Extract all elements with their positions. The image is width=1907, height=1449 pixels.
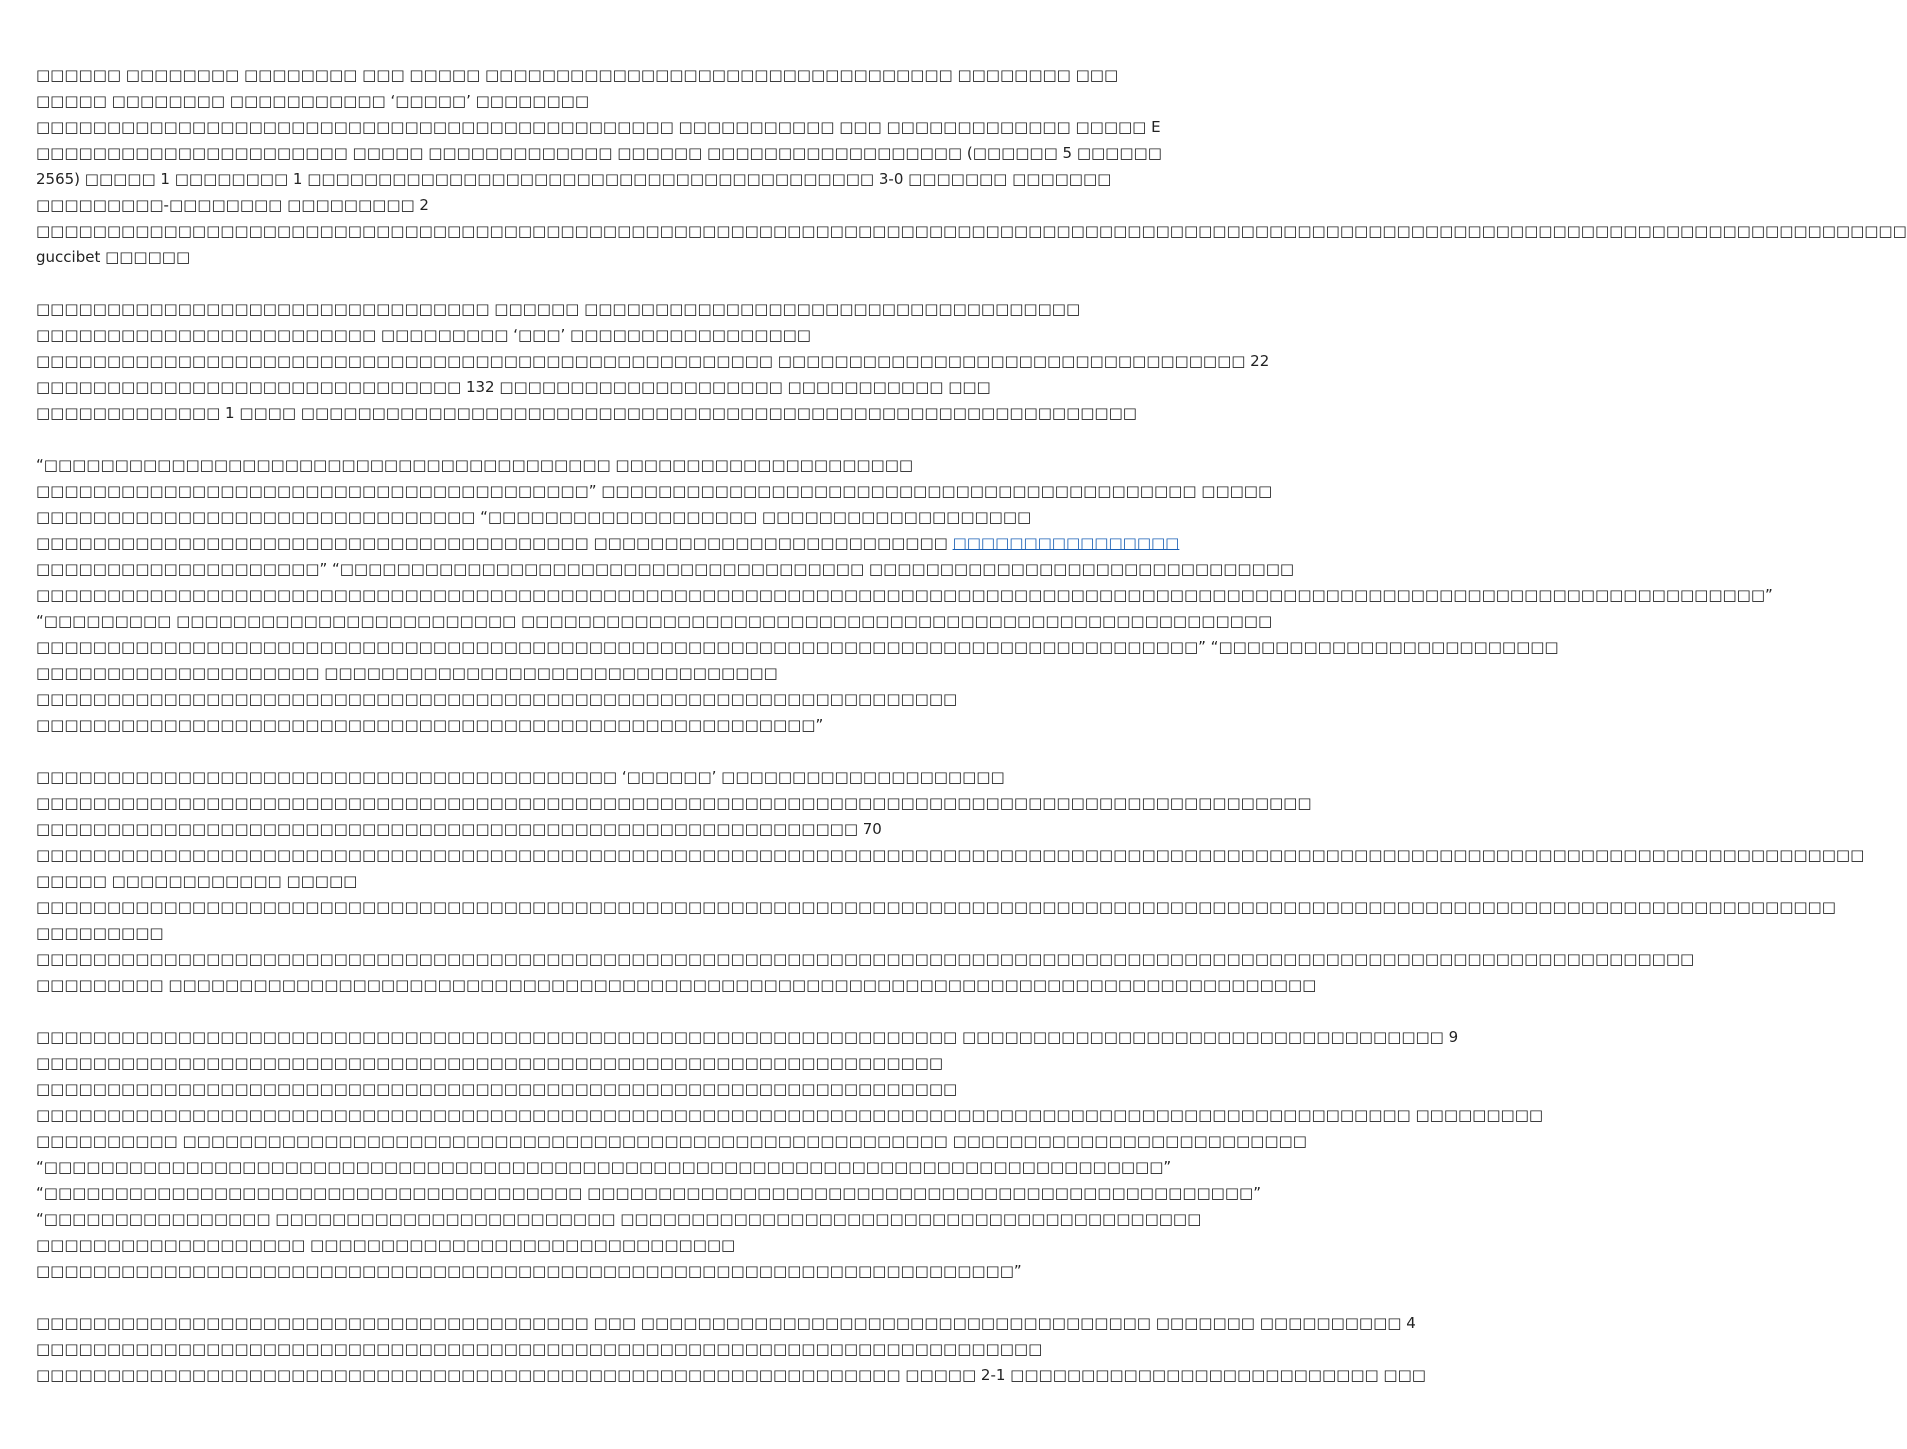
text-line: □□□□□□□□□□□□□□□□□□□□□□ □□□□□ □□□□□□□□□□□□□ □□□□□□ □□□□□□□□□□□□□□□□□□ (□□□□□□ 5 □□□□□□ — [36, 144, 1162, 162]
article-paragraph — [36, 62, 1907, 270]
text-line: □□□□□□□□□□□□□□□□□□□□□□□□□□□□□□□□ □□□□□□ □□□□□□□□□□□□□□□□□□□□□□□□□□□□□□□□□□□ — [36, 300, 1081, 318]
text-line: “□□□□□□□□□□□□□□□□□□□□□□□□□□□□□□□□□□□□□□□□ □□□□□□□□□□□□□□□□□□□□□ — [36, 456, 914, 474]
text-line: □□□□□□□□□□□□□□□□□□□ □□□□□□□□□□□□□□□□□□□□□□□□□□□□□□ — [36, 1236, 736, 1254]
text-line: □□□□□□□□□□□□□□□□□□□□□□□□□□□□□□□□□□□□□□□□□□□□□□□□□□□□□□□□□□□□□□□□□□□□□” — [36, 1262, 1022, 1280]
text-line: □□□□□□□□□□□□□□□□□□□□□□□□□□□□□□□ “□□□□□□□□□□□□□□□□□□□ □□□□□□□□□□□□□□□□□□□ — [36, 508, 1032, 526]
text-line: □□□□□□ □□□□□□□□ □□□□□□□□ □□□ □□□□□ □□□□□□□□□□□□□□□□□□□□□□□□□□□□□□□□□ □□□□□□□□ □□□ — [36, 66, 1119, 84]
inline-link[interactable]: □□□□□□□□□□□□□□□□ — [952, 534, 1180, 552]
text-line: □□□□□□□□□□□□□□□□□□□□□□□□□□□□□□□□□□□□□□□□□□□□□□□□□□□□□□□□□□□□□□□□□□□□□□□□□□□□□□□□□□□□□□□□□□□□□□□□□□□□□□□□□□□□□□□□□□□□□□□□□□□□□□□□□ — [36, 846, 1865, 864]
text-line: “□□□□□□□□□ □□□□□□□□□□□□□□□□□□□□□□□□ □□□□□□□□□□□□□□□□□□□□□□□□□□□□□□□□□□□□□□□□□□□□□□□□□□□□□ — [36, 612, 1273, 630]
text-line: □□□□□□□□□□□□□□□□□□□□□□□□□□□□□□□□□□□□□□□□□□□□□ □□□□□□□□□□□ □□□ □□□□□□□□□□□□□ □□□□□ E — [36, 118, 1161, 136]
text-line: □□□□□□□□□□□□□□□□□□□□□□□□□□□□□□□□□□□□□□□□□□□□□□□□□□□□□□□” — [36, 716, 824, 734]
article-paragraph — [36, 452, 1773, 738]
text-line: □□□□□□□□□□□□□□□□□□□□□□□□□□□□□□□□□□□□□□□□□□□□□□□□□□□□□□□□□□□□□□□□□□□□□□□□□□□□□□□□□□□□□□□□□□□□□□□□□□□□□□□□□□□□□□□□□□□□□□□□□□□□□□□ — [36, 898, 1836, 916]
text-line: guccibet □□□□□□ — [36, 248, 191, 266]
text-line: □□□□□□□□□□□□□□□□□□□□” “□□□□□□□□□□□□□□□□□□□□□□□□□□□□□□□□□□□□□ □□□□□□□□□□□□□□□□□□□□□□□□□□□□□□ — [36, 560, 1295, 578]
text-line: □□□□□□□□□□□□□□□□□□□□□□□□□□□□□□□□□□□□□□□□□□□□□□□□□□□□□□□□□□□□□□□□□ □□□□□□□□□□□□□□□□□□□□□□□□□□□□□□□□□□ 9 — [36, 1028, 1459, 1046]
text-line — [36, 530, 1180, 556]
text-line: □□□□□□□□□□□□□□□□□□□□□□□□□□□□□□□□□□□□□□□□□□□□□□□□□□□□□□□□□□□□□□□□□□□□□□□ — [36, 1340, 1043, 1358]
text-line: □□□□□□□□□□□□□□□□□□□□□□□□□□□□□□□□□□□□□□□□□□□□□□□□□□□□□□□□□□□□□□□□□□□□□□□□□□□□□□□□□□□□□□□□□□□□□□□□□□□□□□□□□□□□□□□□□□□□□ — [36, 950, 1695, 968]
text-line: □□□□□□□□□□□□□□□□□□□□□□□□□□□□□□□□□□□□□□□□□□□□□□□□□□□□□□□□□□ 70 — [36, 820, 882, 838]
text-line: □□□□□□□□□□□□□□□□□□□□ □□□□□□□□□□□□□□□□□□□□□□□□□□□□□□□□ — [36, 664, 778, 682]
text-line: □□□□□□□□□□□□□□□□□□□□□□□□□□□□□□ 132 □□□□□□□□□□□□□□□□□□□□ □□□□□□□□□□□ □□□ — [36, 378, 991, 396]
text-line: □□□□□□□□□□□□□ 1 □□□□ □□□□□□□□□□□□□□□□□□□□□□□□□□□□□□□□□□□□□□□□□□□□□□□□□□□□□□□□□□□ — [36, 404, 1137, 422]
article-body — [36, 62, 1907, 1414]
text-line: □□□□□ □□□□□□□□ □□□□□□□□□□□ ‘□□□□□’ □□□□□□□□ — [36, 92, 589, 110]
article-paragraph — [36, 1024, 1544, 1284]
text-line: □□□□□ □□□□□□□□□□□□ □□□□□ — [36, 872, 358, 890]
text-line: □□□□□□□□□□□□□□□□□□□□□□□□□□□□□□□□□□□□□□□□□□□□□□□□□□□□□□□□□□□□□□□□□□□□□□□□□□□□□□□□□□□□□□□□□□□□□□□□□ □□□□□□□□□ — [36, 1106, 1544, 1124]
text-line: □□□□□□□□□ — [36, 924, 164, 942]
text-line: □□□□□□□□□-□□□□□□□□ □□□□□□□□□ 2 — [36, 196, 429, 214]
text-segment: □□□□□□□□□□□□□□□□□□□□□□□□□□□□□□□□□□□□□□□ □□□□□□□□□□□□□□□□□□□□□□□□□ — [36, 534, 953, 552]
article-paragraph — [36, 1310, 1426, 1388]
text-line: □□□□□□□□□□ □□□□□□□□□□□□□□□□□□□□□□□□□□□□□□□□□□□□□□□□□□□□□□□□□□□□□□ □□□□□□□□□□□□□□□□□□□□□□□□□ — [36, 1132, 1307, 1150]
text-line: □□□□□□□□□□□□□□□□□□□□□□□□□□□□□□□□□□□□□□□ □□□ □□□□□□□□□□□□□□□□□□□□□□□□□□□□□□□□□□□□ □□□□□□□ □□□□□□□□□□ 4 — [36, 1314, 1416, 1332]
text-line: 2565) □□□□□ 1 □□□□□□□□ 1 □□□□□□□□□□□□□□□□□□□□□□□□□□□□□□□□□□□□□□□□ 3-0 □□□□□□□ □□□□□□□ — [36, 170, 1112, 188]
text-line: □□□□□□□□□□□□□□□□□□□□□□□□ □□□□□□□□□ ‘□□□’ □□□□□□□□□□□□□□□□□ — [36, 326, 811, 344]
text-line: □□□□□□□□□□□□□□□□□□□□□□□□□□□□□□□□□□□□□□□□□□□□□□□□□□□□□□□□□□□□□□□□ — [36, 1054, 944, 1072]
article-paragraph — [36, 764, 1865, 998]
text-line: “□□□□□□□□□□□□□□□□□□□□□□□□□□□□□□□□□□□□□□ □□□□□□□□□□□□□□□□□□□□□□□□□□□□□□□□□□□□□□□□□□□□□□□” — [36, 1184, 1261, 1202]
text-line: □□□□□□□□□□□□□□□□□□□□□□□□□□□□□□□□□□□□□□□□□□□□□□□□□□□□□□□□□□□□□□□□□□□□□□□□□□□□□□□□□□□□□□□□□□□□□□□□□□□□□□□□□□□□□□□□□□□□□□□□□□□□□□□□□□□□ — [36, 222, 1907, 240]
text-line: □□□□□□□□□□□□□□□□□□□□□□□□□□□□□□□□□□□□□□□□□□□□□□□□□□□□□□□□□□□□□□□□□□□□□□□□□□□□□□□□□□” “□□□□□□□□□□□□□□□□□□□□□□□□ — [36, 638, 1559, 656]
text-line: □□□□□□□□□□□□□□□□□□□□□□□□□□□□□□□□□□□□□□□□□ ‘□□□□□□’ □□□□□□□□□□□□□□□□□□□□ — [36, 768, 1005, 786]
text-line: □□□□□□□□□□□□□□□□□□□□□□□□□□□□□□□□□□□□□□□□□□□□□□□□□□□□□□□□□□□□□□□□□□□□□□□□□□□□□□□□□□□□□□□□□□□□□□□□□□□□□□□□□□□□□□□□□□□□□□□□□□” — [36, 586, 1773, 604]
text-line: □□□□□□□□□ □□□□□□□□□□□□□□□□□□□□□□□□□□□□□□□□□□□□□□□□□□□□□□□□□□□□□□□□□□□□□□□□□□□□□□□□□□□□□□□□□ — [36, 976, 1317, 994]
text-line: □□□□□□□□□□□□□□□□□□□□□□□□□□□□□□□□□□□□□□□□□□□□□□□□□□□□□□□□□□□□□ □□□□□ 2-1 □□□□□□□□□□□□□□□□□□□□□□□□□□ □□□ — [36, 1366, 1426, 1384]
text-line: □□□□□□□□□□□□□□□□□□□□□□□□□□□□□□□□□□□□□□□□□□□□□□□□□□□□□□□□□□□□□□□□□□□□□□□□□□□□□□□□□□□□□□□□□□ — [36, 794, 1312, 812]
text-line: “□□□□□□□□□□□□□□□□□□□□□□□□□□□□□□□□□□□□□□□□□□□□□□□□□□□□□□□□□□□□□□□□□□□□□□□□□□□□□□□” — [36, 1158, 1172, 1176]
text-line: □□□□□□□□□□□□□□□□□□□□□□□□□□□□□□□□□□□□□□□” □□□□□□□□□□□□□□□□□□□□□□□□□□□□□□□□□□□□□□□□□□ □□□□□ — [36, 482, 1273, 500]
text-line: □□□□□□□□□□□□□□□□□□□□□□□□□□□□□□□□□□□□□□□□□□□□□□□□□□□□□□□□□□□□□□□□□ — [36, 1080, 958, 1098]
text-line: □□□□□□□□□□□□□□□□□□□□□□□□□□□□□□□□□□□□□□□□□□□□□□□□□□□□ □□□□□□□□□□□□□□□□□□□□□□□□□□□□□□□□□ 22 — [36, 352, 1270, 370]
text-line: “□□□□□□□□□□□□□□□□ □□□□□□□□□□□□□□□□□□□□□□□□ □□□□□□□□□□□□□□□□□□□□□□□□□□□□□□□□□□□□□□□□□ — [36, 1210, 1202, 1228]
text-line: □□□□□□□□□□□□□□□□□□□□□□□□□□□□□□□□□□□□□□□□□□□□□□□□□□□□□□□□□□□□□□□□□ — [36, 690, 958, 708]
article-paragraph — [36, 296, 1270, 426]
